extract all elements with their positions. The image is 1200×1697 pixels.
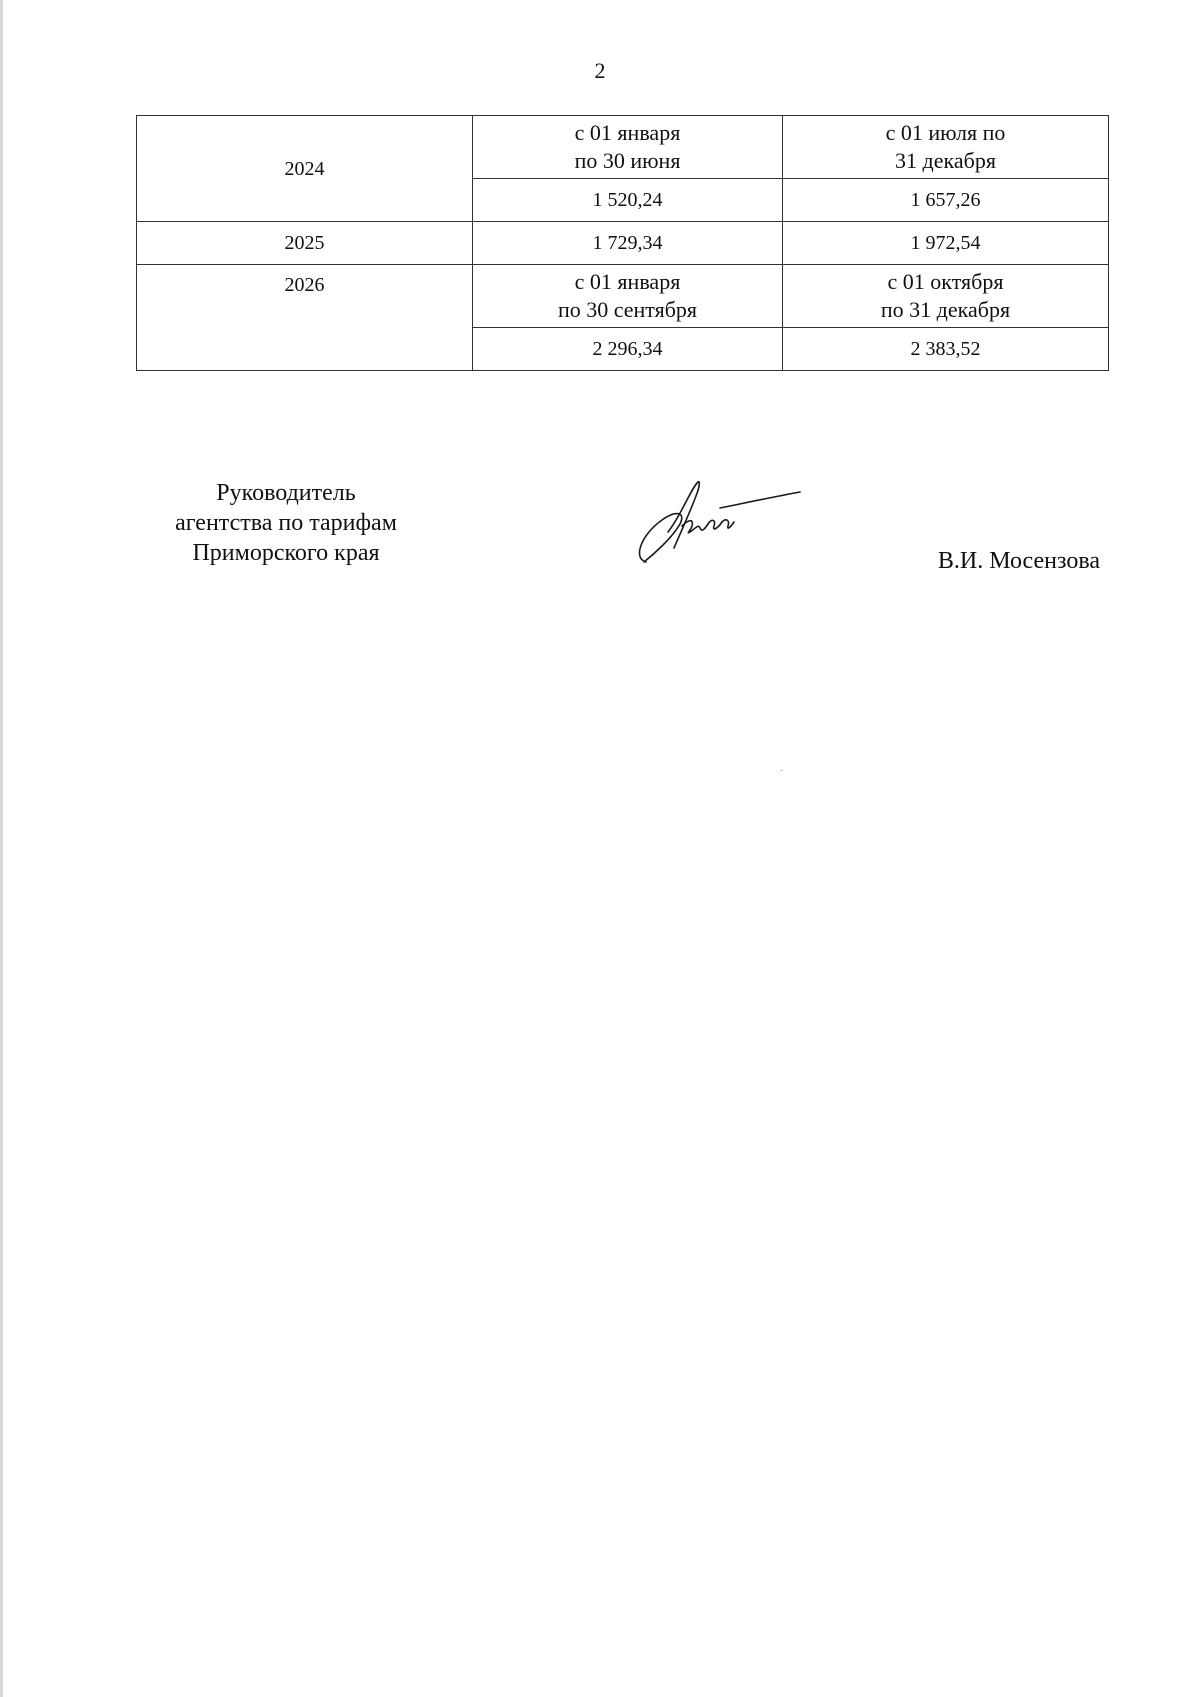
period-cell	[473, 265, 783, 328]
period-end: по 30 сентября	[557, 297, 698, 322]
period-end: 31 декабря	[895, 148, 996, 173]
period-cell	[783, 116, 1109, 179]
tariff-value: 1 729,34	[473, 222, 783, 265]
scan-speck	[780, 770, 783, 771]
tariff-value: 1 972,54	[783, 222, 1109, 265]
tariff-value: 1 520,24	[473, 179, 783, 222]
tariff-table	[136, 115, 1109, 371]
table-row	[137, 116, 1109, 179]
table-row	[137, 265, 1109, 328]
period-end: по 30 июня	[574, 148, 681, 173]
handwritten-signature	[628, 478, 808, 570]
signatory-name: В.И. Мосензова	[937, 548, 1100, 574]
table-row	[137, 222, 1109, 265]
tariff-value: 2 296,34	[473, 328, 783, 371]
page-number: 2	[594, 58, 606, 83]
period-cell	[473, 116, 783, 179]
signatory-title	[136, 478, 436, 568]
signatory-title-line: агентства по тарифам	[175, 510, 397, 536]
period-start: с 01 июля по	[885, 120, 1006, 145]
year-cell-2026: 2026	[137, 265, 473, 371]
page-edge	[0, 0, 3, 1697]
year-cell-2025: 2025	[137, 222, 473, 265]
year-cell-2024: 2024	[137, 116, 473, 222]
period-start: с 01 января	[574, 120, 681, 145]
period-start: с 01 октября	[887, 269, 1004, 294]
period-start: с 01 января	[574, 269, 681, 294]
tariff-value: 2 383,52	[783, 328, 1109, 371]
signatory-title-line: Руководитель	[216, 480, 356, 506]
signatory-title-line: Приморского края	[192, 540, 380, 566]
period-cell	[783, 265, 1109, 328]
tariff-value: 1 657,26	[783, 179, 1109, 222]
period-end: по 31 декабря	[880, 297, 1011, 322]
